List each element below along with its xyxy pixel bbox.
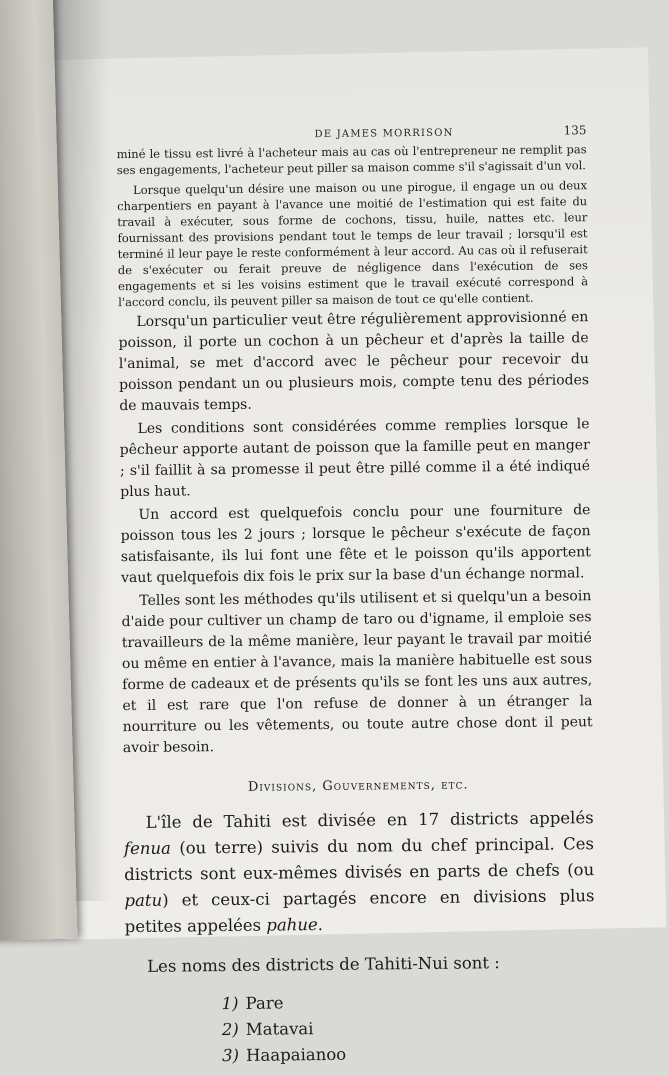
section-title: Divisions, Gouvernements, etc. (247, 777, 469, 795)
list-number: 1) (221, 993, 239, 1014)
running-header (116, 123, 586, 142)
list-item (222, 1039, 596, 1069)
intro-text: ) et ceux-ci partagés encore en divisions plus petites appelées (124, 886, 595, 937)
district-name: Haapaianoo (246, 1044, 347, 1065)
district-name: Matavai (245, 1019, 314, 1039)
paragraph: Telles sont les méthodes qu'ils utilisent et si quelqu'un a besoin d'aide pour cultiver un champ de taro ou d'igname, il emploie ses travailleurs de la même manière, leur payant le travail par moitié ou même en entier à l'avance, mais la manière habituelle est sous forme de cadeaux et de présents qu'ils se font les uns aux autres, et il est rare que l'on refuse de donner à un étranger la nourriture ou les vêtements, ou toute autre chose dont il peut avoir besoin. (121, 588, 593, 757)
paragraph: Les conditions sont considérées comme remplies lorsque le pêcheur apporte autant de poisson que la famille peut en manger ; s'il faillit à sa promesse il peut être pillé comme il a été indiqué plus haut. (119, 416, 591, 501)
intro-paragraph (124, 805, 595, 940)
page-text (116, 123, 596, 1070)
term-fenua: fenua (123, 838, 171, 859)
district-list (221, 987, 596, 1069)
book-page (48, 47, 666, 1066)
page-number: 135 (563, 123, 587, 138)
paragraph: Lorsqu'un particulier veut être régulièrement approvisionné en poisson, il porte un cochon à un pêcheur et d'après la taille de l'animal, se met d'accord avec le pêcheur pour recevoir du poisson pendant un ou plusieurs mois, compte tenu des périodes de mauvais temps. (118, 309, 590, 415)
district-name: Pare (245, 993, 284, 1013)
intro-text: L'île de Tahiti est divisée en 17 districts appelés (145, 808, 594, 832)
intro-text: . (317, 915, 324, 935)
list-item (221, 987, 595, 1017)
list-number: 2) (221, 1019, 239, 1040)
term-patu: patu (124, 890, 163, 911)
list-number: 3) (222, 1045, 240, 1066)
list-item (222, 1013, 596, 1043)
running-title: DE JAMES MORRISON (314, 127, 454, 141)
term-pahue: pahue (266, 915, 318, 935)
paragraph: miné le tissu est livré à l'acheteur mais au cas où l'entrepreneur ne remplit pas ses engagements, l'acheteur peut piller sa maison comme s'il s'agissait d'un vol. (116, 142, 587, 178)
paragraph: Lorsque quelqu'un désire une maison ou une pirogue, il engage un ou deux charpentiers en payant à l'avance une moitié de l'estimation qui est faite du travail à exécuter, sous forme de cochons, tissu, huile, nattes etc. leur fournissant des provisions pendant tout le temps de leur travail ; lorsqu'il est terminé il leur paye le reste conformément à leur accord. Au cas où il refuserait de s'exécuter ou ferait preuve de négligence dans l'exécution de ses engagements et si les voisins estiment que le travail exécuté correspond à l'accord conclu, ils peuvent piller sa maison de tout ce qu'elle contient. (117, 178, 589, 310)
intro-text: (ou terre) suivis du nom du chef principal. Ces districts sont eux-mêmes divisés en parts de chefs (ou (124, 834, 595, 885)
paragraph: Un accord est quelquefois conclu pour une fourniture de poisson tous les 2 jours ; lorsque le pêcheur s'exécute de façon satisfaisante, ils lui font une fête et le poisson qu'ils apportent vaut quelquefois dix fois le prix sur la base d'un échange normal. (120, 502, 591, 587)
list-intro: Les noms des districts de Tahiti-Nui sont : (147, 953, 500, 976)
